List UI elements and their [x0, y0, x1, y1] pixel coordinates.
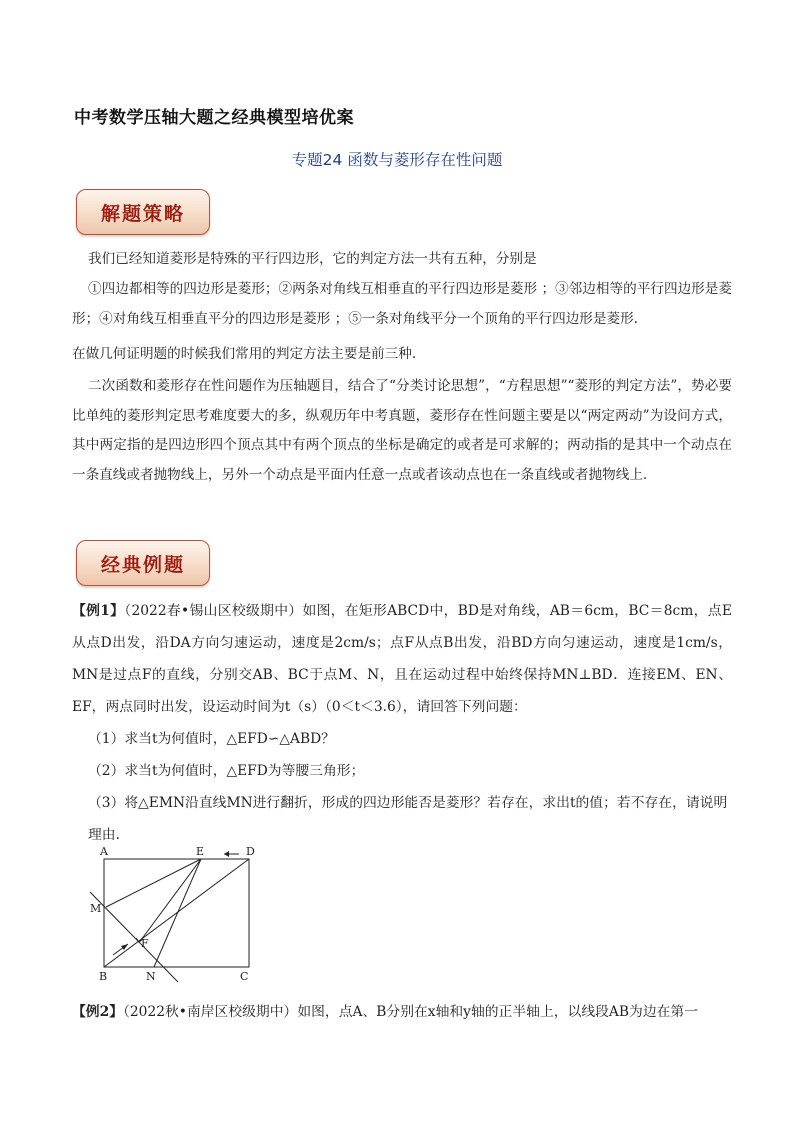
label-c: C: [240, 970, 249, 983]
label-a: A: [100, 845, 108, 858]
strategy-paragraph-4: 二次函数和菱形存在性问题作为压轴题目，结合了“分类讨论思想”，“方程思想”“菱形的判定方法”，势必要比单纯的菱形判定思考难度要大的多，纵观历年中考真题，菱形存在性问题主要是以“两定两动”为设问方式，其中两定指的是四边形四个顶点其中有两个顶点的坐标是确定的或者是可求解的；两动指的是其中一个动点在一条直线或者抛物线上，另外一个动点是平面内任意一点或者该动点也在一条直线或者抛物线上.: [72, 378, 732, 483]
label-d: D: [246, 845, 255, 858]
sub-title: 专题24 函数与菱形存在性问题: [291, 151, 503, 169]
section-examples-banner: [76, 540, 210, 586]
label-b: B: [99, 970, 108, 983]
label-m: M: [90, 902, 102, 915]
example1-body: （2022春•锡山区校级期中）如图，在矩形ABCD中，BD是对角线，AB＝6cm，BC＝8cm，点E从点D出发，沿DA方向匀速运动，速度是2cm/s；点F从点B出发，沿BD方向匀速运动，速度是1cm/s，MN是过点F的直线，分别交AB、BC于点M、N，且在运动过程中始终保持MN⊥BD．连接EM、EN、EF，两点同时出发，设运动时间为t（s）（0＜t＜3.6），请回答下列问题：: [72, 603, 732, 715]
section-examples-label: 经典例题: [100, 554, 185, 576]
example1-tag: 【例1】: [72, 603, 125, 619]
diagonal-bd: [104, 859, 249, 967]
section-strategy-banner: [76, 189, 210, 235]
example2-body: （2022秋•南岸区校级期中）如图，点A、B分别在x轴和y轴的正半轴上，以线段AB为边在第一: [123, 1004, 699, 1020]
example1-question-2: （2）求当t为何值时，△EFD为等腰三角形；: [88, 763, 365, 779]
line-mn: [90, 892, 178, 982]
label-n: N: [146, 970, 156, 983]
strategy-paragraph-1: 我们已经知道菱形是特殊的平行四边形，它的判定方法一共有五种，分别是: [88, 251, 537, 267]
example2-tag: 【例2】: [72, 1004, 123, 1020]
example2-text: [72, 996, 732, 1028]
example1-question-3: （3）将△EMN沿直线MN进行翻折，形成的四边形能否是菱形？若存在，求出t的值；若不存在，请说明理由．: [88, 795, 728, 843]
example1-text: [72, 595, 732, 723]
section-strategy-label: 解题策略: [100, 203, 185, 225]
label-e: E: [196, 845, 205, 858]
example1-figure: [84, 842, 264, 987]
main-title: 中考数学压轴大题之经典模型培优案: [74, 108, 354, 128]
strategy-paragraph-2: ①四边都相等的四边形是菱形；②两条对角线互相垂直的平行四边形是菱形 ；③邻边相等的平行四边形是菱形；④对角线互相垂直平分的四边形是菱形 ；⑤一条对角线平分一个顶角的平行四边形是菱形.: [72, 281, 732, 327]
segment-em: [106, 859, 201, 907]
strategy-paragraph-3: 在做几何证明题的时候我们常用的判定方法主要是前三种.: [72, 346, 417, 362]
example1-question-1: （1）求当t为何值时，△EFD∽△ABD？: [88, 731, 335, 747]
label-f: F: [141, 937, 149, 950]
